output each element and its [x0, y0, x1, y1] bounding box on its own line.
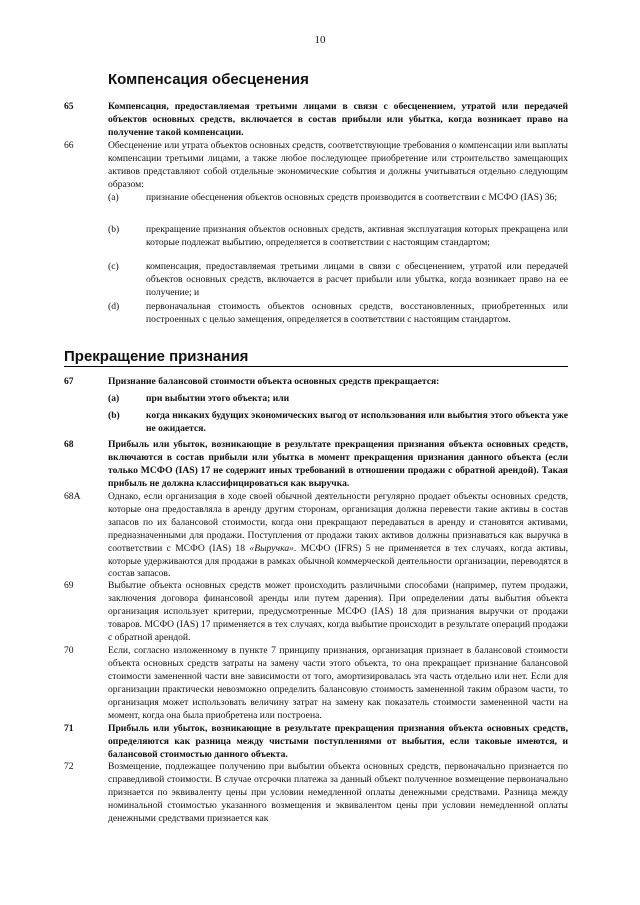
section-heading-impairment: Компенсация обесценения: [108, 71, 309, 88]
list-item-66b: [108, 224, 568, 250]
list-item-text: когда никаких будущих экономических выгод от использования или выбытия этого объекта уже не ожидается.: [146, 410, 568, 434]
paragraph-69: [64, 580, 568, 645]
standard-title-italic: «Выручка»: [249, 542, 294, 554]
paragraph-number: 68A: [64, 491, 81, 502]
paragraph-text: Возмещение, подлежащее получению при выбытии объекта основных средств, первоначально признается по справедливой стоимости. В случае отсрочки платежа за данный объект полученное возмещение первоначально признается по эквиваленту цены при условии немедленной оплаты денежными средствами. Разница между номинальной стоимостью указанного возмещения и эквивалентом цены при условии немедленной оплаты денежными средствами признается как: [108, 761, 568, 824]
paragraph-text: Если, согласно изложенному в пункте 7 принципу признания, организация признает в балансовой стоимости объекта основных средств затраты на замену части этого объекта, то она прекращает признание балансовой стоимости замененной части вне зависимости от того, амортизировалась эта часть отдельно или нет. Если для организации практически невозможно определить балансовую стоимость замененной таким образом части, то организация может использовать величину затрат на замену как показатель стоимости замененной части на момент, когда она была приобретена или построена.: [108, 645, 568, 721]
paragraph-text: Обесценение или утрата объектов основных средств, соответствующие требования о компенсации или выплаты компенсации третьими лицами, а также любое последующее приобретение или строительство замещающих активов представляют собой отдельные экономические события и должны учитываться отдельно следующим образом:: [108, 140, 568, 190]
paragraph-text-part-1: Однако, если организация в ходе своей обычной деятельности регулярно продает объекты основных средств, которые она предоставляла в аренду другим сторонам, организация должна перевести такие активы в состав запасов по их балансовой стоимости, когда они прекращают передаваться в аренду и становятся активами, предназначенными для продажи. Поступления от продажи таких активов должны признаваться как выручка в соответствии с МСФО (IAS) 18: [108, 491, 568, 554]
paragraph-number: 69: [64, 580, 74, 591]
list-item-label: (b): [108, 224, 120, 235]
paragraph-number: 71: [64, 723, 74, 734]
list-item-label: (b): [108, 410, 120, 421]
paragraph-text: Признание балансовой стоимости объекта основных средств прекращается:: [108, 376, 440, 387]
list-item-66d: [108, 301, 568, 327]
paragraph-number: 65: [64, 101, 74, 112]
list-item-label: (a): [108, 393, 120, 404]
paragraph-68: [64, 439, 568, 491]
paragraph-text: [108, 491, 568, 581]
list-item-label: (c): [108, 261, 119, 272]
paragraph-72: [64, 761, 568, 826]
paragraph-number: 67: [64, 376, 74, 387]
paragraph-71: [64, 723, 568, 762]
list-item-text: прекращение признания объектов основных средств, активная эксплуатация которых прекращена или которые подлежат выбытию, определяется в соответствии с настоящим стандартом;: [146, 224, 568, 248]
list-item-66c: [108, 261, 568, 300]
paragraph-number: 66: [64, 140, 74, 151]
list-item-text: первоначальная стоимость объектов основных средств, восстановленных, приобретенных или построенных с целью замещения, определяется в соответствии с настоящим стандартом.: [146, 301, 568, 325]
section-heading-derecognition: Прекращение признания: [64, 348, 568, 367]
paragraph-text: Прибыль или убыток, возникающие в результате прекращения признания объекта основных средств, определяются как разница между чистыми поступлениями от выбытия, если таковые имеются, и балансовой стоимостью данного объекта.: [108, 723, 568, 760]
paragraph-text: Выбытие объекта основных средств может происходить различными способами (например, путем продажи, заключения договора финансовой аренды или путем дарения). При определении даты выбытия объекта организация использует критерии, предусмотренные МСФО (IAS) 18 для признания выручки от продажи товаров. МСФО (IAS) 17 применяется в тех случаях, когда выбытие происходит в результате операций продажи с обратной арендой.: [108, 580, 568, 643]
paragraph-67: [64, 376, 568, 389]
paragraph-number: 70: [64, 645, 74, 656]
list-item-text: при выбытии этого объекта; или: [146, 393, 290, 404]
list-item-label: (a): [108, 192, 119, 203]
list-item-66a: [108, 192, 568, 205]
list-item-67b: [108, 410, 568, 436]
paragraph-number: 68: [64, 439, 74, 450]
paragraph-text-part-2: . МСФО (IFRS) 5 не применяется в тех случаях, когда активы, которые удерживаются для продажи в рамках обычной коммерческой деятельности организации, переводятся в состав запасов.: [108, 542, 568, 580]
paragraph-65: [64, 101, 568, 140]
list-item-67a: [108, 393, 568, 406]
list-item-text: компенсация, предоставляемая третьими лицами в связи с обесценением, утратой или передачей объектов основных средств, включается в расчет прибыли или убытка, когда возникает право на ее получение; и: [146, 261, 568, 298]
paragraph-text: Компенсация, предоставляемая третьими лицами в связи с обесценением, утратой или передачей объектов основных средств, включается в состав прибыли или убытка, когда возникает право на получение такой компенсации.: [108, 101, 568, 138]
paragraph-text: Прибыль или убыток, возникающие в результате прекращения признания объекта основных средств, включаются в состав прибыли или убытка в момент прекращения признания данного объекта (если только МСФО (IAS) 17 не содержит иных требований в отношении продажи с обратной арендой). Такая прибыль не должна классифицироваться как выручка.: [108, 439, 568, 489]
paragraph-68a: [64, 491, 568, 581]
page-number: 10: [314, 34, 326, 46]
paragraph-66: [64, 140, 568, 192]
list-item-label: (d): [108, 301, 120, 312]
paragraph-number: 72: [64, 761, 74, 772]
list-item-text: признание обесценения объектов основных средств производится в соответствии с МСФО (IAS) 36;: [146, 192, 557, 203]
paragraph-70: [64, 645, 568, 722]
